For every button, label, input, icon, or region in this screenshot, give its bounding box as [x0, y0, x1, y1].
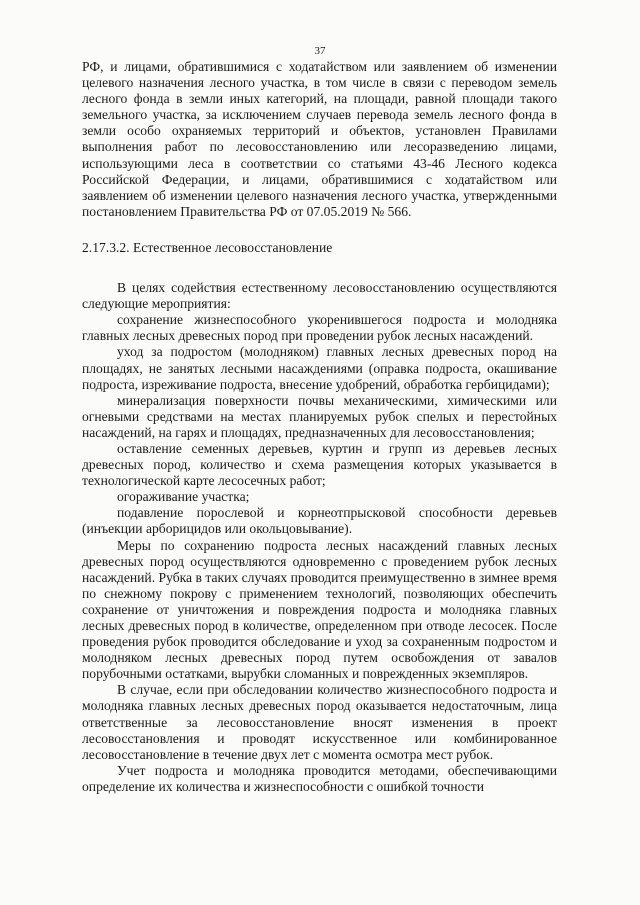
section-heading: 2.17.3.2. Естественное лесовосстановление: [82, 239, 333, 255]
paragraph-item-suppression: подавление порослевой и корнеотпрысковой способности деревьев (инъекции арборицидов или окольцовывание).: [82, 505, 557, 537]
page-number: 37: [314, 45, 326, 57]
paragraph-item-mineralization: минерализация поверхности почвы механическими, химическими или огневыми средствами на местах планируемых рубок спелых и перестойных насаждений, на гарях и площадях, предназначенных для лесовосстановления;: [82, 392, 557, 440]
paragraph-item-care: уход за подростом (молодняком) главных лесных древесных пород на площадях, не занятых лесными насаждениями (оправка подроста, окашивание подроста, изреживание подроста, внесение удобрений, обработка гербицидами);: [82, 344, 557, 392]
paragraph-item-seed-trees: оставление семенных деревьев, куртин и групп из деревьев лесных древесных пород, количество и схема размещения которых указывается в технологической карте лесосечных работ;: [82, 440, 557, 489]
paragraph-insufficient-case: В случае, если при обследовании количество жизнеспособного подроста и молодняка главных лесных древесных пород оказывается недостаточным, лица ответственные за лесовосстановление вносят изменения в проект лесовосстановления и проводят искусственное или комбинированное лесовосстановление в течение двух лет с момента осмотра мест рубок.: [82, 682, 557, 762]
paragraph-item-fencing: огораживание участка;: [117, 489, 250, 505]
paragraph-continued: РФ, и лицами, обратившимися с ходатайством или заявлением об изменении целевого назначения лесного участка, в том числе в связи с переводом земель лесного фонда в земли иных категорий, на площади, равной площади такого земельного участка, за исключением случаев перевода земель лесного фонда в земли особо охраняемых территорий и объектов, установлен Правилами выполнения работ по лесовосстановлению или лесоразведению лицами, использующими леса в соответствии со статьями 43-46 Лесного кодекса Российской Федерации, и лицами, обратившимися с ходатайством или заявлением об изменении целевого назначения лесного участка, утвержденными постановлением Правительства РФ от 07.05.2019 № 566.: [82, 59, 557, 219]
paragraph-intro: В целях содействия естественному лесовосстановлению осуществляются следующие мероприятия:: [82, 280, 557, 312]
document-body: [82, 59, 557, 795]
paragraph-undergrowth-measures: Меры по сохранению подроста лесных насаждений главных лесных древесных пород осуществляются одновременно с проведением рубок лесных насаждений. Рубка в таких случаях проводится преимущественно в зимнее время по снежному покрову с применением технологий, позволяющих обеспечить сохранение от уничтожения и повреждения подроста и молодняка главных лесных древесных пород в количестве, определенном при отводе лесосек. После проведения рубок проводится обследование и уход за сохраненным подростом и молодняком лесных древесных пород путем освобождения от завалов порубочными остатками, вырубки сломанных и поврежденных экземпляров.: [82, 537, 557, 682]
paragraph-accounting: Учет подроста и молодняка проводится методами, обеспечивающими определение их количества и жизнеспособности с ошибкой точности: [82, 762, 557, 794]
paragraph-item-preservation: сохранение жизнеспособного укоренившегося подроста и молодняка главных лесных древесных пород при проведении рубок лесных насаждений.: [82, 312, 557, 344]
